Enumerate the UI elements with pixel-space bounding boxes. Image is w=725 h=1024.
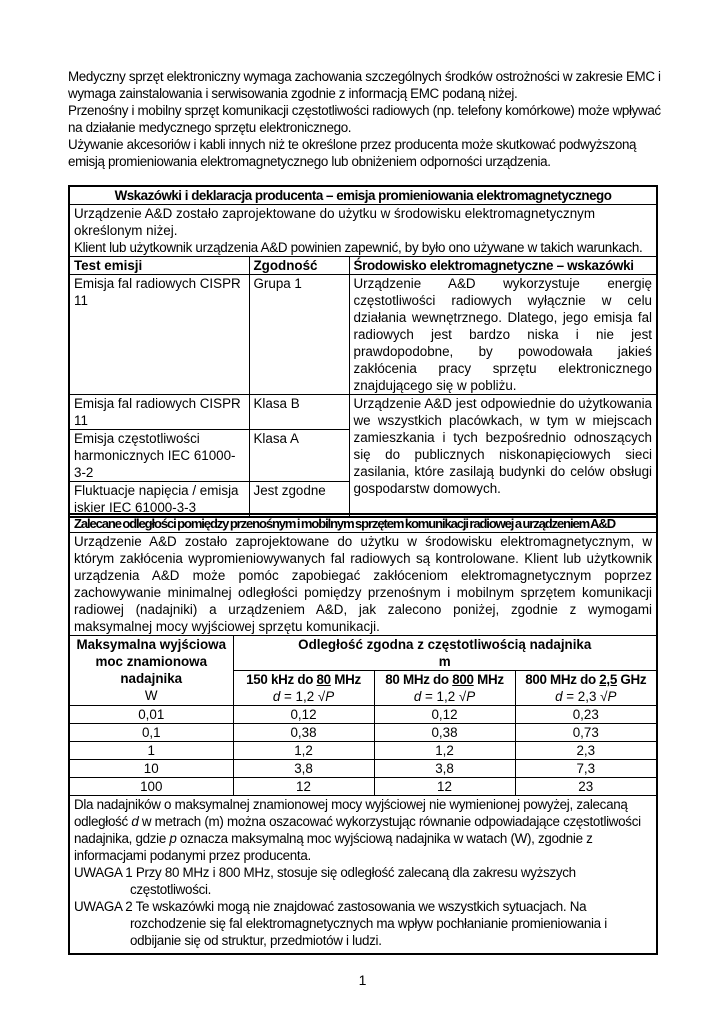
table-row: 10 3,8 3,8 7,3 (69, 760, 657, 778)
table-row: 0,1 0,38 0,38 0,73 (69, 724, 657, 742)
emission-row-4-test: Fluktuacje napięcia / emisja iskier IEC 61000-3-3 (69, 482, 249, 518)
emission-row-1-compliance: Grupa 1 (249, 275, 349, 395)
distance-table-title: Zalecane odległości pomiędzy przenośnym i mobilnym sprzętem komunikacji radiowej a urządzeniem A&D (69, 514, 657, 533)
emission-intro-line-1: Urządzenie A&D zostało zaprojektowane do użytku w środowisku elektromagnetycznym określonym niżej. (74, 206, 595, 238)
emission-table-title: Wskazówki i deklaracja producenta – emisja promieniowania elektromagnetycznego (69, 186, 657, 205)
footer-note-1-cont: częstotliwości. (130, 882, 212, 897)
emission-row-4-compliance: Jest zgodne (249, 482, 349, 518)
distance-header (233, 636, 657, 671)
band-formula-2: d = 1,2 √P (413, 689, 476, 704)
power-header (69, 636, 233, 706)
distance-header-unit: m (438, 654, 451, 669)
table-row: 100 12 12 23 (69, 778, 657, 796)
distance-table-intro: Urządzenie A&D zostało zaprojektowane do użytku w środowisku elektromagnetycznym, w którym zakłócenia wypromieniowywanych fal radiowych są kontrolowane. Klient lub użytkownik urządzenia A&D może pomóc zapobiegać zakłóceniom elektromagnetycznym poprzez zachowywanie minimalnej odległości pomiędzy przenośnym i mobilnym sprzętem komunikacji radiowej (nadajniki) a urządzeniem A&D, jak zalecono poniżej, zgodnie z wymogami maksymalnej mocy wyjściowej sprzętu komunikacji. (69, 533, 657, 636)
distance-table-footer (69, 796, 657, 955)
band-formula-3: d = 2,3 √P (555, 689, 617, 704)
footer-note-2-cont: rozchodzenie się fal elektromagnetycznych ma wpływ pochłanianie promieniowania i odbijanie się od struktur, przedmiotów i ludzi. (130, 916, 607, 948)
footer-note-2: UWAGA 2 Te wskazówki mogą nie znajdować zastosowania we wszystkich sytuacjach. Na (74, 899, 587, 914)
emission-row-3-compliance: Klasa A (249, 430, 349, 482)
footer-paragraph: Dla nadajników o maksymalnej znamionowej mocy wyjściowej nie wymienionej powyżej, zalecaną odległość d w metrach (m) można oszacować wykorzystując równanie odpowiadające częstotliwości nadajnika, gdzie p oznacza maksymalną moc wyjściową nadajnika w watach (W), zgodnie z informacjami podanymi przez producenta. (74, 797, 641, 863)
col-header-compliance: Zgodność (249, 257, 349, 275)
intro-paragraph-3: Używanie akcesoriów i kabli innych niż te określone przez producenta może skutkować podwyższoną emisją promieniowania elektromagnetycznego lub obniżeniem odporności urządzenia. (68, 137, 637, 169)
band-header-3: 800 MHz do 2,5 GHz d = 2,3 √P (515, 671, 657, 706)
emission-row-3-test: Emisja częstotliwości harmonicznych IEC 61000-3-2 (69, 430, 249, 482)
power-header-unit: W (144, 688, 158, 703)
band-header-1: 150 kHz do 80 MHz d = 1,2 √P (233, 671, 374, 706)
col-header-test: Test emisji (69, 257, 249, 275)
col-header-guidance: Środowisko elektromagnetyczne – wskazówki (349, 257, 657, 275)
footer-note-1: UWAGA 1 Przy 80 MHz i 800 MHz, stosuje się odległość zalecaną dla zakresu wyższych (74, 865, 576, 880)
intro-text (68, 68, 668, 170)
emission-row-2-test: Emisja fal radiowych CISPR 11 (69, 395, 249, 430)
distance-table (68, 513, 658, 955)
emission-row-2-compliance: Klasa B (249, 395, 349, 430)
band-formula-1: d = 1,2 √P (272, 689, 335, 704)
intro-paragraph-2: Przenośny i mobilny sprzęt komunikacji częstotliwości radiowych (np. telefony komórkowe) może wpływać na działanie medycznego sprzętu elektronicznego. (68, 103, 661, 135)
table-row: 0,01 0,12 0,12 0,23 (69, 706, 657, 724)
page-number: 1 (358, 972, 367, 988)
emission-intro-line-2: Klient lub użytkownik urządzenia A&D powinien zapewnić, by było ono używane w takich warunkach. (74, 240, 643, 255)
distance-header-label: Odległość zgodna z częstotliwością nadajnika (298, 637, 592, 652)
intro-paragraph-1: Medyczny sprzęt elektroniczny wymaga zachowania szczególnych środków ostrożności w zakresie EMC i wymaga zainstalowania i serwisowania zgodnie z informacją EMC podaną niżej. (68, 69, 661, 101)
table-row: 1 1,2 1,2 2,3 (69, 742, 657, 760)
emission-guidance-2: Urządzenie A&D jest odpowiednie do użytkowania we wszystkich placówkach, w tym w miejscach zamieszkania i tych bezpośrednio odnoszących się do publicznych niskonapięciowych sieci zasilania, które zasilają budynki do celów obsługi gospodarstw domowych. (349, 395, 657, 518)
band-header-2: 80 MHz do 800 MHz d = 1,2 √P (374, 671, 515, 706)
emission-guidance-1: Urządzenie A&D wykorzystuje energię częstotliwości radiowych wyłącznie w celu działania wewnętrznego. Dlatego, jego emisja fal radiowych jest bardzo niska i nie jest prawdopodobne, by powodowała jakieś zakłócenia pracy sprzętu elektronicznego znajdującego się w pobliżu. (349, 275, 657, 395)
emission-row-1-test: Emisja fal radiowych CISPR 11 (69, 275, 249, 395)
emission-table-intro (69, 205, 657, 257)
power-header-label: Maksymalna wyjściowa moc znamionowa nadajnika (76, 637, 227, 686)
emission-table (68, 185, 658, 518)
